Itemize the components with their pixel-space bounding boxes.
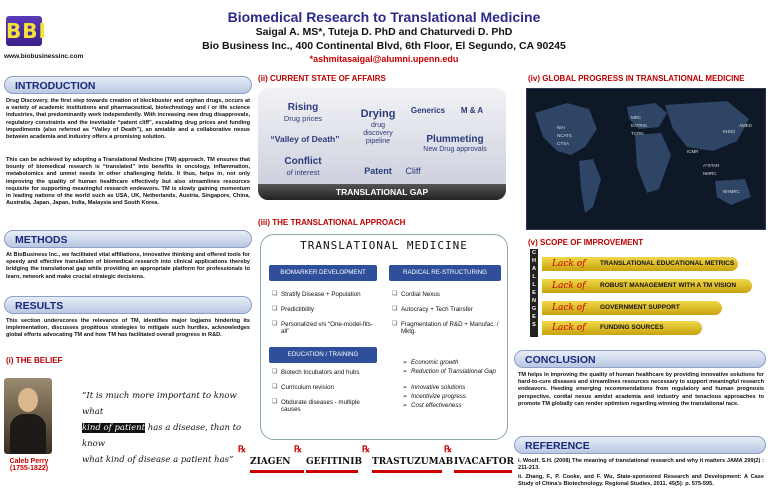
drug-gefitinib: GEFITINIB [306, 457, 363, 467]
poster-header [0, 0, 768, 68]
conclusion-heading: CONCLUSION [514, 350, 766, 368]
website-url[interactable]: www.biobusinessinc.com [4, 53, 84, 60]
drug-trastuzumab: TRASTUZUMAB [372, 457, 454, 467]
challenges-label: C H A L L E N G E S [530, 249, 538, 337]
rx-icon: ℞ [294, 444, 303, 454]
rx-icon: ℞ [238, 444, 247, 454]
reference-1: i. Woolf, S.H. (2008) The meaning of translational research and why it matters JAMA 299(2) : 211-213. [518, 458, 764, 472]
global-progress-heading: (iv) GLOBAL PROGRESS IN TRANSLATIONAL MEDICINE [528, 74, 745, 83]
results-paragraph: This section underscores the relevance of TM, identifies major logjams hindering its implementation, discusses propitious strategies to mitigate such hurdles, acknowledges global efforts advocating TM and how TM has facilitated overall progress in R&D. [6, 318, 250, 339]
scope-of-improvement: C H A L L E N G E S Lack of TRANSLATIONAL EDUCATIONAL METRICS Lack of ROBUST MANAGEMENT WITH A TM VISION Lack of GOVERNMENT SUPPORT Lack of FUNDING SOURCES [530, 249, 764, 339]
person-caption: Caleb Perry (1755-1822) [9, 458, 49, 472]
authors: Saigal A. MS*, Tuteja D. PhD and Chaturvedi D. PhD [255, 26, 513, 38]
world-map: NIH NCATS CTSA MRC EATRIS TCRN A*STAR NMRC ICMR NHMRC AMED KHIDI [526, 88, 766, 230]
methods-heading: METHODS [4, 230, 252, 248]
poster-title: Biomedical Research to Translational Medicine [227, 9, 541, 25]
methods-paragraph: At BioBusiness Inc., we facilitated vital affiliations, innovative thinking and offered tools for speedy and effective translation of biomedical research into clinical applications thereby bridging the translational gap while providing an appropriate platform for professionals to learn, network and make crucial strategic decisions. [6, 252, 250, 280]
translational-approach-heading: (iii) THE TRANSLATIONAL APPROACH [258, 218, 406, 227]
scope-heading: (v) SCOPE OF IMPROVEMENT [528, 238, 644, 247]
results-heading: RESULTS [4, 296, 252, 314]
caleb-perry-portrait [4, 378, 52, 454]
translational-gap-graphic: Rising Drug prices “Valley of Death” Conflict of interest Drying drug discovery pipeline Generics M & A Plummeting New Drug approvals Patent Cliff TRANSLATIONAL GAP [258, 88, 506, 200]
reference-2: ii. Zhang, F., P. Cooke, and F. Wu, State-sponsored Research and Development: A Case Study of China's Biotechnology. Regional Studies, 2011. 45(5): p. 575-595. [518, 474, 764, 488]
intro-paragraph-2: This can be achieved by adopting a Translational Medicine (TM) approach. TM ensures that bounty of biomedical research is “translated” into benefits in oncology, inflammation, metabolomics and unmet needs in other challenging fields. It thus, helps in, not only improving the quality of human healthcare effectively but also streamlines resources requisite for supporting meaningful research endeavors. TM is slowly gaining momentum in leading nations of the world such as USA, UK, Netherlands, Austria, Singapore, China, Australia, Japan, Japan, India, Malaysia and South Korea. [6, 157, 250, 207]
reference-heading: REFERENCE [514, 436, 766, 454]
belief-heading: (i) THE BELIEF [6, 356, 63, 365]
affiliation: Bio Business Inc., 400 Continental Blvd, 6th Floor, El Segundo, CA 90245 [202, 40, 566, 52]
email[interactable]: *ashmitasaigal@alumni.upenn.edu [309, 54, 459, 64]
introduction-heading: INTRODUCTION [4, 76, 252, 94]
intro-paragraph-1: Drug Discovery, the first step towards creation of blockbuster and orphan drugs, occurs at a variety of academic institutions and pharmaceutical, biotechnology and / or life science industries, that predominantly work independently. With increasing new drug disapprovals, regulatory constraints and the inevitable “patent cliff”, escalating drug prices and funding impediments (also referred as “Valley of Death”), an amiable and a collaborative nexus between academia and industry offers a promising solution. [6, 98, 250, 141]
translational-medicine-diagram: TRANSLATIONAL MEDICINE BIOMARKER DEVELOPMENT RADICAL RE-STRUCTURING ❑ Stratify Disease + Population ❑ Predictibility ❑ Personalized v/s “One-model-fits-all” ❑ Cordial Nexus ❑ Autocracy + Tech Transfer ❑ Fragmentation of R&D + Manufac. / Mktg. EDUCATION / TRAINING ❑ Biotech Incubators and hubs ❑ Curriculum revision ❑ Obdurate diseases - multiple causes ➢ Economic growth ➢ Reduction of Translational Gap ➢ Innovative solutions ➢ Incentivize progress ➢ Cost effectiveness [260, 234, 508, 440]
belief-quote: “It is much more important to know what kind of patient has a disease, than to know what kind of disease a patient has” [82, 391, 242, 465]
drug-ivacaftor: IVACAFTOR [454, 457, 515, 467]
rx-icon: ℞ [444, 444, 453, 454]
rx-icon: ℞ [362, 444, 371, 454]
drug-ziagen: ZIAGEN [250, 457, 291, 467]
conclusion-paragraph: TM helps in improving the quality of human healthcare by providing innovative solutions for hard-to-cure diseases and streamlines resources necessary to support meaningful research endeavors. Heeding emerging recommendations from regulatory and human prognosis perspective, cordial nexus amidst academia and industry and tenacious approaches to promote TM globally can render optimism regarding winning the translational race. [518, 372, 764, 407]
bbi-logo: BBI [6, 16, 42, 46]
current-state-heading: (ii) CURRENT STATE OF AFFAIRS [258, 74, 386, 83]
